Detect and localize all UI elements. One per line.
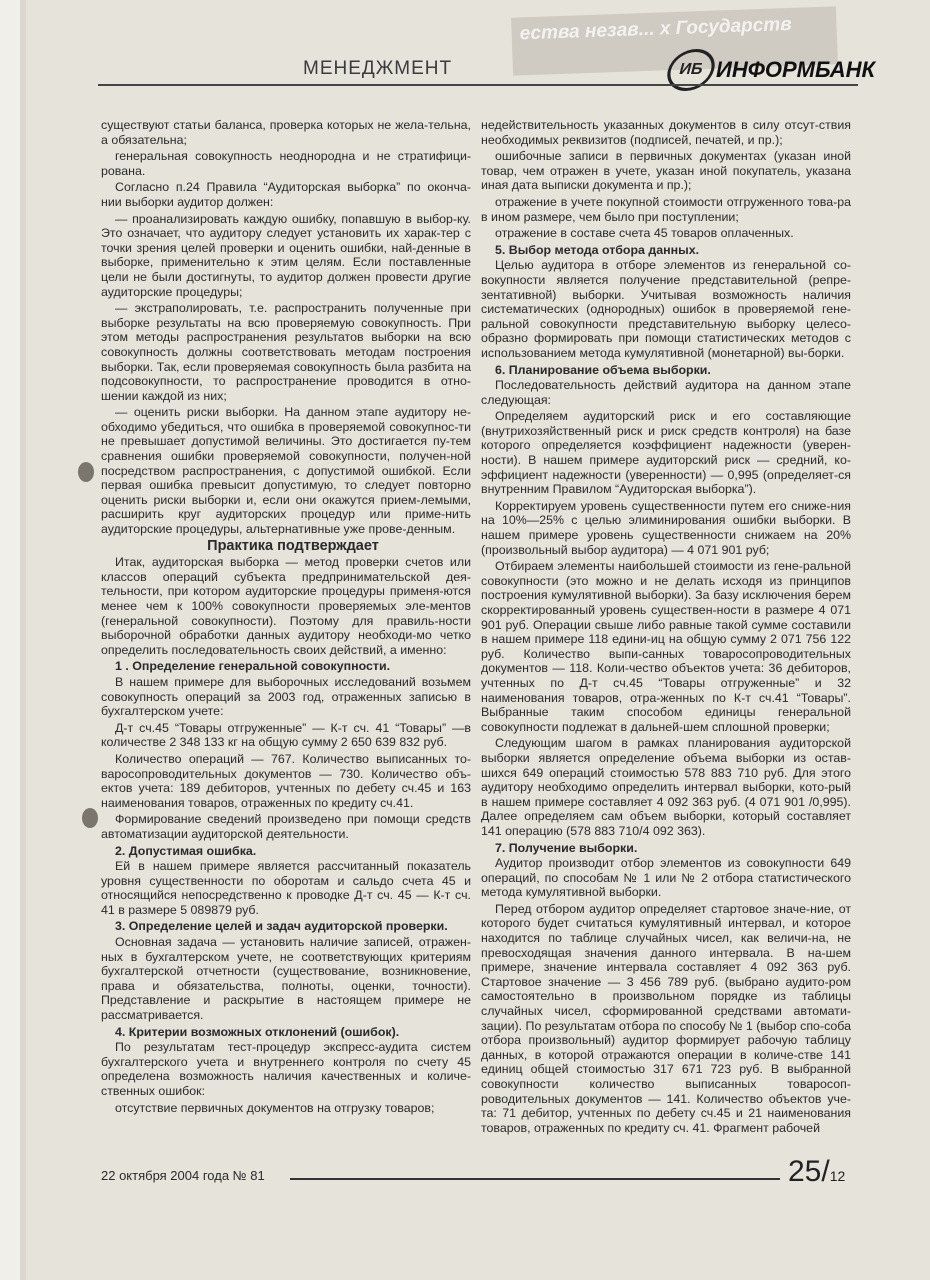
- page-edge-shadow: [20, 0, 26, 1280]
- paragraph: Последовательность действий аудитора на данном этапе следующая:: [481, 378, 851, 407]
- paragraph: недействительность указанных документов в силу отсут-ствия необходимых реквизитов (подписей, печатей, и пр.);: [481, 118, 851, 147]
- header-rule: [98, 84, 858, 86]
- paragraph: Количество операций — 767. Количество выписанных то-варосопроводительных документов — 730. Количество объ-ектов учета: 189 дебиторов, учтенных по дебету сч.45 и 163 наименования товаров, отраженных по кредиту сч.41.: [101, 751, 471, 810]
- paragraph: Перед отбором аудитор определяет стартовое значе-ние, от которого будет считаться кумулятивный интервал, и которое находится по таблице случайных чисел, как величи-на, не превосходящая значения данного интервала. В на-шем примере, значение интервала составляет 4 092 363 руб. Стартовое значение — 3 456 789 руб. (выбрано аудито-ром самостоятельно в произвольном порядке из таблицы случайных чисел, сформированной средствами автомати-зации). По результатам отбора по способу № 1 (выбор спо-соба отбора произвольный) аудитор формирует рабочую таблицу данных, в которой отражаются операции в количе-стве 141 единиц общей стоимостью 317 671 723 руб. В выбранной совокупности количество выписанных товаросоп-роводительных документов — 141. Количество объектов уче-та: 71 дебитор, учтенных по дебету сч.45 и 21 наименования товаров, отраженных по кредиту сч. 41. Фрагмент рабочей: [481, 901, 851, 1135]
- paragraph: Корректируем уровень существенности путем его сниже-ния на 10%—25% с целью элиминирования ошибки выборки. В нашем примере уровень существенности снижаем на 20% (произвольный выбор аудитора) — 4 071 901 руб;: [481, 498, 851, 557]
- subsection-heading: 1 . Определение генеральной совокупности.: [115, 659, 391, 674]
- paragraph: ошибочные записи в первичных документах (указан иной товар, чем отражен в учете, указан иной покупатель, указана иная дата выписки документа и пр.);: [481, 149, 851, 193]
- page-number: [788, 1155, 845, 1189]
- paragraph: По результатам тест-процедур экспресс-аудита систем бухгалтерского учета и внутреннего контроля по счету 45 определена возможность наличия качественных и количе-ственных ошибок:: [101, 1040, 471, 1098]
- paragraph: — проанализировать каждую ошибку, попавшую в выбор-ку. Это означает, что аудитору следует установить их харак-тер с точки зрения целей проверки и оценить ошибки, най-денные в выборке, применительно к этим целям. Если поставленные цели не были достигнуты, то аудитор должен провести другие аудиторские процедуры;: [101, 211, 471, 299]
- subsection-heading: 5. Выбор метода отбора данных.: [495, 242, 700, 257]
- paragraph: Отбираем элементы наибольшей стоимости из гене-ральной совокупности (это можно и не делать исходя из принципов построения кумулятивной выборки). За базу исключения берем скорректированный уровень существен-ности в размере 4 071 901 руб. Операции свыше либо равные такой сумме составили в нашем примере 118 едини-иц на общую сумму 2 071 756 122 руб. Количество выпи-санных товаросопроводительных документов — 118. Коли-чество объектов учета: 36 дебиторов, учтенных по Д-т сч.45 “Товары отгруженные” и 32 наименования товаров, отра-женных по К-т сч.41 “Товары”. Выбранные таким способом единицы генеральной совокупности подлежат в дальней-шем сплошной проверки;: [481, 559, 851, 734]
- subsection-heading: 2. Допустимая ошибка.: [115, 843, 257, 858]
- subsection-heading: 4. Критерии возможных отклонений (ошибок).: [115, 1024, 400, 1039]
- paragraph: генеральная совокупность неоднородна и не стратифици-рована.: [101, 149, 471, 178]
- left-column: [101, 118, 471, 1117]
- paragraph: отражение в учете покупной стоимости отгруженного това-ра в ином размере, чем было при поступлении;: [481, 194, 851, 224]
- clip-text: ества незав... х Государств: [519, 13, 792, 45]
- paragraph: Формирование сведений произведено при помощи средств автоматизации аудиторской деятельности.: [101, 812, 471, 841]
- paragraph: Аудитор производит отбор элементов из совокупности 649 операций, по способам № 1 или № 2 отбора статистического метода кумулятивной выборки.: [481, 856, 851, 900]
- paragraph: существуют статьи баланса, проверка которых не жела-тельна, а обязательна;: [101, 118, 471, 147]
- binder-hole: [82, 808, 98, 828]
- section-title: МЕНЕДЖМЕНТ: [303, 58, 453, 79]
- paragraph: Основная задача — установить наличие записей, отражен-ных в бухгалтерском учете, не соответствующих критериям бухгалтерской отчетности (существование, возникновение, права и обязательства, полноты, оценки, точности). Представление и раскрытие в настоящем примере не рассматривается.: [101, 935, 471, 1023]
- paragraph: — оценить риски выборки. На данном этапе аудитору не-обходимо убедиться, что ошибка в проверяемой совокупнос-ти не превышает допустимой величины. Это достигается пу-тем сравнения ошибки проверяемой совокупности, получен-ной посредством распространения, с допустимой ошибкой. Если первая ошибка превысит допустимую, то следует повторно оценить риски выборки и, если они окажутся прием-лемыми, расширить круг аудиторских процедур или приме-нить аудиторские процедуры, альтернативные уже прове-денным.: [101, 405, 471, 537]
- section-heading: Практика подтверждает: [207, 537, 379, 554]
- paragraph: — экстраполировать, т.е. распространить полученные при выборке результаты на всю проверяемую совокупность. При этом методы распространения результатов выборки на всю совокупность должны соответствовать методам построения выборки. Так, если проверяемая совокупность была разбита на подсовокупности, то распространение проводится в отно-шении каждой из них;: [101, 301, 471, 403]
- subsection-heading: 6. Планирование объема выборки.: [495, 362, 711, 377]
- paragraph: Целью аудитора в отборе элементов из генеральной со-вокупности является получение представительной (репре-зентативной) выборки. Учитывая возможность наличия систематических (однородных) ошибок в проверяемой гене-ральной совокупности представительную выборку целесо-образно формировать при помощи статистических методов с использованием метода кумулятивной (монетарной) вы-борки.: [481, 258, 851, 360]
- subsection-heading: 3. Определение целей и задач аудиторской проверки.: [115, 919, 448, 934]
- issue-date: 22 октября 2004 года № 81: [101, 1168, 265, 1183]
- logo-mark-icon: ИБ: [662, 49, 719, 91]
- paragraph: В нашем примере для выборочных исследований возьмем совокупность операций за 2003 год, отраженных записью в бухгалтерском учете:: [101, 674, 471, 719]
- paragraph: Определяем аудиторский риск и его составляющие (внутрихозяйственный риск и риск средств контроля) на базе которого определяется коэффициент надежности (уверен-ности). В нашем примере аудиторский риск — средний, ко-эффициент надежности (уверенности) — 0,995 (определяет-ся внутренним Правилом “Аудиторская выборка”).: [481, 409, 851, 497]
- binder-hole: [78, 462, 94, 482]
- page-number-suffix: 12: [829, 1168, 846, 1184]
- paragraph: отсутствие первичных документов на отгрузку товаров;: [115, 1100, 435, 1115]
- paragraph: Д-т сч.45 “Товары отгруженные” — К-т сч. 41 “Товары” —в количестве 2 348 133 кг на общую сумму 2 650 639 832 руб.: [101, 720, 471, 750]
- paragraph: отражение в составе счета 45 товаров оплаченных.: [495, 226, 794, 241]
- paragraph: Согласно п.24 Правила “Аудиторская выборка” по оконча-нии выборки аудитор должен:: [101, 180, 471, 209]
- paragraph: Итак, аудиторская выборка — метод проверки счетов или классов операций субъекта предпринимательской дея-тельности, при котором аудиторские процедуры применя-ются менее чем к 100% совокупности проверяемых эле-ментов (генеральной совокупности). Поэтому для правиль-ности выборочной обработки данных аудитору необходи-мо четко определить последовательность своих действий, а именно:: [101, 555, 471, 657]
- subsection-heading: 7. Получение выборки.: [495, 840, 638, 855]
- footer-rule: [290, 1178, 780, 1180]
- page-edge: [0, 0, 21, 1280]
- paragraph: Ей в нашем примере является рассчитанный показатель уровня существенности по оборотам и сальдо счета 45 и относящийся непосредственно к проводке Д-т сч. 45 — К-т сч. 41 в размере 5 089879 руб.: [101, 859, 471, 917]
- paragraph: Следующим шагом в рамках планирования аудиторской выборки является определение объема выборки из остав-шихся 649 операций стоимостью 578 883 710 руб. Для этого аудитору необходимо определить интервал выборки, кото-рый в нашем примере составляет 4 092 363 руб. (4 071 901 /0,995). Далее определяем сам объем выборки, который составляет 141 операцию (578 883 710/4 092 363).: [481, 736, 851, 838]
- right-column: [481, 118, 851, 1137]
- logo-text: ИНФОРМБАНК: [716, 57, 876, 82]
- page-number-main: 25/: [788, 1155, 830, 1188]
